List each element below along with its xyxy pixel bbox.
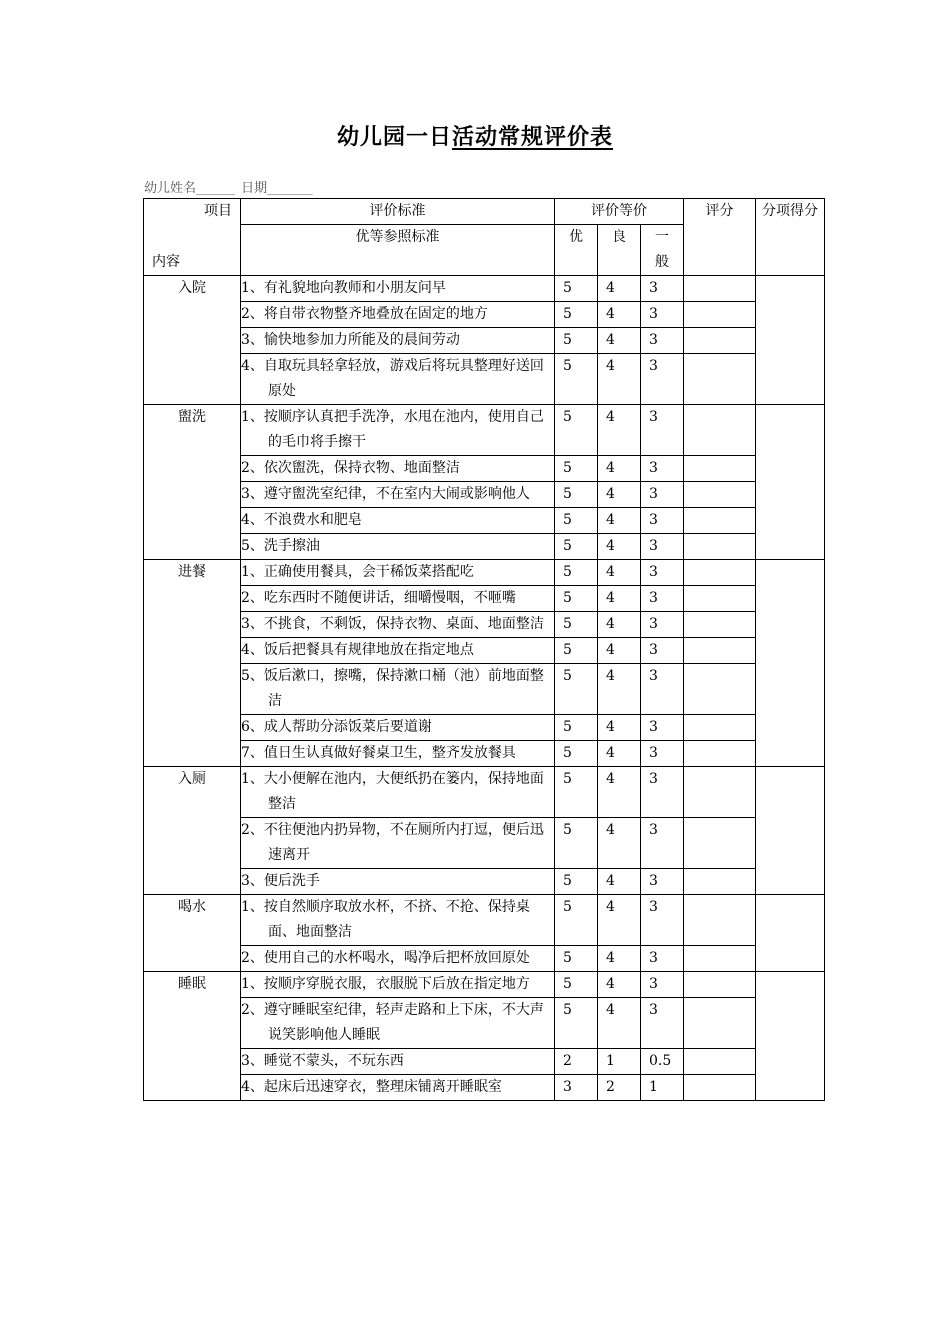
grade-value-cell: 0.5 — [641, 1049, 684, 1075]
grade-value-cell: 5 — [555, 302, 598, 328]
header-row-1 — [144, 199, 825, 225]
criterion-text: 3、睡觉不蒙头，不玩东西 — [241, 1053, 404, 1069]
score-cell[interactable] — [684, 302, 756, 328]
table-row — [144, 405, 825, 456]
subtotal-cell[interactable] — [756, 972, 825, 1101]
grade-value-cell: 4 — [598, 405, 641, 456]
grade-value-cell: 5 — [555, 972, 598, 998]
criterion-cell — [241, 869, 555, 895]
criterion-text: 3、不挑食，不剩饭，保持衣物、桌面、地面整洁 — [241, 616, 544, 632]
criterion-cell — [241, 456, 555, 482]
table-row — [144, 276, 825, 302]
criterion-text: 1、大小便解在池内，大便纸扔在篓内，保持地面整洁 — [241, 771, 544, 812]
grade-value-cell: 3 — [641, 998, 684, 1049]
grade-value-cell: 3 — [641, 946, 684, 972]
grade-value-cell: 4 — [598, 741, 641, 767]
grade-value-cell: 5 — [555, 560, 598, 586]
criterion-text: 1、正确使用餐具，会干稀饭菜搭配吃 — [241, 564, 474, 580]
table-row — [144, 1049, 825, 1075]
score-cell[interactable] — [684, 534, 756, 560]
criterion-cell — [241, 895, 555, 946]
criterion-text: 2、不往便池内扔异物，不在厕所内打逗，便后迅速离开 — [241, 822, 544, 863]
grade-value-cell: 5 — [555, 869, 598, 895]
grade-value-cell: 4 — [598, 869, 641, 895]
grade-value-cell: 5 — [555, 664, 598, 715]
grade-value-cell: 3 — [641, 895, 684, 946]
table-row — [144, 534, 825, 560]
grade-value-cell: 5 — [555, 767, 598, 818]
criterion-cell — [241, 482, 555, 508]
criterion-cell — [241, 276, 555, 302]
score-cell[interactable] — [684, 276, 756, 302]
table-row — [144, 638, 825, 664]
table-row — [144, 508, 825, 534]
date-field[interactable]: 日期_______ — [241, 181, 313, 196]
criterion-text: 3、遵守盥洗室纪律，不在室内大闹或影响他人 — [241, 486, 530, 502]
score-cell[interactable] — [684, 715, 756, 741]
criterion-cell — [241, 612, 555, 638]
grade-value-cell: 4 — [598, 895, 641, 946]
grade-value-cell: 3 — [641, 482, 684, 508]
grade-value-cell: 4 — [598, 998, 641, 1049]
grade-value-cell: 5 — [555, 998, 598, 1049]
criterion-text: 6、成人帮助分添饭菜后要道谢 — [241, 719, 432, 735]
header-project — [144, 199, 241, 276]
grade-value-cell: 4 — [598, 946, 641, 972]
grade-value-cell: 4 — [598, 715, 641, 741]
criterion-text: 2、遵守睡眠室纪律，轻声走路和上下床，不大声说笑影响他人睡眠 — [241, 1002, 544, 1043]
grade-value-cell: 5 — [555, 741, 598, 767]
criterion-cell — [241, 302, 555, 328]
grade-value-cell: 3 — [641, 664, 684, 715]
header-grade-excellent: 优 — [555, 225, 598, 276]
grade-value-cell: 5 — [555, 328, 598, 354]
criterion-text: 5、饭后漱口，擦嘴，保持漱口桶（池）前地面整洁 — [241, 668, 544, 709]
header-grade-good: 良 — [598, 225, 641, 276]
table-row — [144, 302, 825, 328]
score-cell[interactable] — [684, 664, 756, 715]
table-row — [144, 456, 825, 482]
grade-value-cell: 3 — [641, 612, 684, 638]
criterion-text: 1、有礼貌地向教师和小朋友问早 — [241, 280, 446, 296]
grade-value-cell: 4 — [598, 638, 641, 664]
score-cell[interactable] — [684, 508, 756, 534]
criterion-cell — [241, 328, 555, 354]
table-row — [144, 354, 825, 405]
criterion-text: 2、依次盥洗，保持衣物、地面整洁 — [241, 460, 460, 476]
subtotal-cell[interactable] — [756, 405, 825, 560]
table-row — [144, 1075, 825, 1101]
score-cell[interactable] — [684, 482, 756, 508]
grade-value-cell: 4 — [598, 354, 641, 405]
grade-value-cell: 5 — [555, 946, 598, 972]
table-row — [144, 946, 825, 972]
header-criteria-sub: 优等参照标准 — [241, 225, 555, 276]
grade-value-cell: 4 — [598, 482, 641, 508]
criterion-cell — [241, 818, 555, 869]
grade-value-cell: 4 — [598, 612, 641, 638]
score-cell[interactable] — [684, 1049, 756, 1075]
grade-value-cell: 4 — [598, 664, 641, 715]
category-cell: 入厕 — [144, 767, 241, 895]
header-grade: 评价等价 — [555, 199, 684, 225]
grade-value-cell: 3 — [641, 508, 684, 534]
grade-value-cell: 3 — [641, 276, 684, 302]
criterion-cell — [241, 354, 555, 405]
table-row — [144, 328, 825, 354]
score-cell[interactable] — [684, 972, 756, 998]
grade-value-cell: 2 — [598, 1075, 641, 1101]
grade-value-cell: 3 — [641, 456, 684, 482]
grade-value-cell: 4 — [598, 818, 641, 869]
child-name-field[interactable]: 幼儿姓名______ — [144, 181, 236, 196]
score-cell[interactable] — [684, 405, 756, 456]
criterion-text: 1、按顺序认真把手洗净，水甩在池内，使用自己的毛巾将手擦干 — [241, 409, 544, 450]
subtotal-cell[interactable] — [756, 895, 825, 972]
criterion-cell — [241, 1075, 555, 1101]
table-row — [144, 482, 825, 508]
grade-value-cell: 4 — [598, 456, 641, 482]
grade-value-cell: 3 — [641, 560, 684, 586]
page-title — [0, 120, 950, 151]
criterion-cell — [241, 560, 555, 586]
table-row — [144, 612, 825, 638]
header-subtotal: 分项得分 — [756, 199, 825, 276]
grade-value-cell: 5 — [555, 586, 598, 612]
score-cell[interactable] — [684, 612, 756, 638]
grade-value-cell: 3 — [641, 534, 684, 560]
score-cell[interactable] — [684, 767, 756, 818]
category-cell: 入院 — [144, 276, 241, 405]
meta-line — [144, 177, 315, 196]
score-cell[interactable] — [684, 586, 756, 612]
grade-value-cell: 3 — [555, 1075, 598, 1101]
grade-value-cell: 3 — [641, 767, 684, 818]
grade-value-cell: 4 — [598, 328, 641, 354]
score-cell[interactable] — [684, 869, 756, 895]
category-cell: 喝水 — [144, 895, 241, 972]
score-cell[interactable] — [684, 818, 756, 869]
grade-value-cell: 4 — [598, 534, 641, 560]
grade-value-cell: 1 — [598, 1049, 641, 1075]
grade-value-cell: 3 — [641, 972, 684, 998]
grade-value-cell: 3 — [641, 354, 684, 405]
criterion-text: 4、自取玩具轻拿轻放，游戏后将玩具整理好送回原处 — [241, 358, 544, 399]
score-cell[interactable] — [684, 638, 756, 664]
criterion-text: 2、将自带衣物整齐地叠放在固定的地方 — [241, 306, 488, 322]
criterion-text: 7、值日生认真做好餐桌卫生，整齐发放餐具 — [241, 745, 516, 761]
criterion-cell — [241, 1049, 555, 1075]
criterion-cell — [241, 534, 555, 560]
grade-value-cell: 5 — [555, 276, 598, 302]
criterion-cell — [241, 508, 555, 534]
score-cell[interactable] — [684, 946, 756, 972]
grade-value-cell: 5 — [555, 508, 598, 534]
table-row — [144, 895, 825, 946]
criterion-text: 3、便后洗手 — [241, 873, 320, 889]
table-row — [144, 767, 825, 818]
grade-value-cell: 3 — [641, 741, 684, 767]
grade-value-cell: 5 — [555, 895, 598, 946]
criterion-cell — [241, 638, 555, 664]
criterion-cell — [241, 972, 555, 998]
subtotal-cell[interactable] — [756, 560, 825, 767]
table-row — [144, 560, 825, 586]
grade-value-cell: 1 — [641, 1075, 684, 1101]
table-row — [144, 998, 825, 1049]
criterion-text: 3、愉快地参加力所能及的晨间劳动 — [241, 332, 460, 348]
criterion-text: 4、起床后迅速穿衣，整理床铺离开睡眠室 — [241, 1079, 502, 1095]
score-cell[interactable] — [684, 354, 756, 405]
table-row — [144, 586, 825, 612]
header-project-top: 项目 — [204, 203, 232, 219]
criterion-cell — [241, 715, 555, 741]
grade-value-cell: 3 — [641, 818, 684, 869]
subtotal-cell[interactable] — [756, 276, 825, 405]
score-cell[interactable] — [684, 998, 756, 1049]
criterion-text: 2、使用自己的水杯喝水，喝净后把杯放回原处 — [241, 950, 530, 966]
grade-value-cell: 4 — [598, 508, 641, 534]
criterion-text: 4、饭后把餐具有规律地放在指定地点 — [241, 642, 474, 658]
score-cell[interactable] — [684, 741, 756, 767]
table-row — [144, 972, 825, 998]
header-grade-average: 一般 — [641, 225, 684, 276]
grade-value-cell: 4 — [598, 302, 641, 328]
criterion-cell — [241, 767, 555, 818]
grade-value-cell: 4 — [598, 276, 641, 302]
grade-value-cell: 3 — [641, 405, 684, 456]
grade-value-cell: 5 — [555, 354, 598, 405]
grade-value-cell: 3 — [641, 302, 684, 328]
grade-value-cell: 5 — [555, 715, 598, 741]
table-row — [144, 664, 825, 715]
grade-value-cell: 4 — [598, 586, 641, 612]
grade-value-cell: 5 — [555, 482, 598, 508]
grade-value-cell: 5 — [555, 638, 598, 664]
grade-value-cell: 2 — [555, 1049, 598, 1075]
category-cell: 进餐 — [144, 560, 241, 767]
score-cell[interactable] — [684, 895, 756, 946]
category-cell: 盥洗 — [144, 405, 241, 560]
score-cell[interactable] — [684, 560, 756, 586]
grade-value-cell: 5 — [555, 534, 598, 560]
grade-value-cell: 3 — [641, 586, 684, 612]
grade-value-cell: 4 — [598, 767, 641, 818]
score-cell[interactable] — [684, 328, 756, 354]
score-cell[interactable] — [684, 1075, 756, 1101]
criterion-cell — [241, 664, 555, 715]
grade-value-cell: 3 — [641, 638, 684, 664]
grade-value-cell: 5 — [555, 612, 598, 638]
grade-value-cell: 3 — [641, 869, 684, 895]
header-project-bottom: 内容 — [152, 254, 180, 270]
grade-value-cell: 5 — [555, 456, 598, 482]
grade-value-cell: 5 — [555, 405, 598, 456]
grade-value-cell: 4 — [598, 560, 641, 586]
table-row — [144, 741, 825, 767]
criterion-text: 1、按自然顺序取放水杯，不挤、不抢、保持桌面、地面整洁 — [241, 899, 530, 940]
criterion-cell — [241, 586, 555, 612]
criterion-text: 5、洗手擦油 — [241, 538, 320, 554]
criterion-text: 4、不浪费水和肥皂 — [241, 512, 362, 528]
score-cell[interactable] — [684, 456, 756, 482]
table-row — [144, 869, 825, 895]
criterion-text: 1、按顺序穿脱衣服，衣服脱下后放在指定地方 — [241, 976, 530, 992]
subtotal-cell[interactable] — [756, 767, 825, 895]
header-criteria: 评价标准 — [241, 199, 555, 225]
title-part2: 活动常规评价表 — [452, 124, 614, 150]
category-cell: 睡眠 — [144, 972, 241, 1101]
table-row — [144, 818, 825, 869]
table-row — [144, 715, 825, 741]
grade-value-cell: 3 — [641, 715, 684, 741]
evaluation-table — [143, 198, 825, 1101]
criterion-cell — [241, 946, 555, 972]
criterion-cell — [241, 741, 555, 767]
header-score: 评分 — [684, 199, 756, 276]
grade-value-cell: 4 — [598, 972, 641, 998]
criterion-cell — [241, 405, 555, 456]
criterion-cell — [241, 998, 555, 1049]
title-part1: 幼儿园一日 — [336, 124, 452, 150]
criterion-text: 2、吃东西时不随便讲话，细嚼慢咽，不咂嘴 — [241, 590, 516, 606]
grade-value-cell: 5 — [555, 818, 598, 869]
grade-value-cell: 3 — [641, 328, 684, 354]
